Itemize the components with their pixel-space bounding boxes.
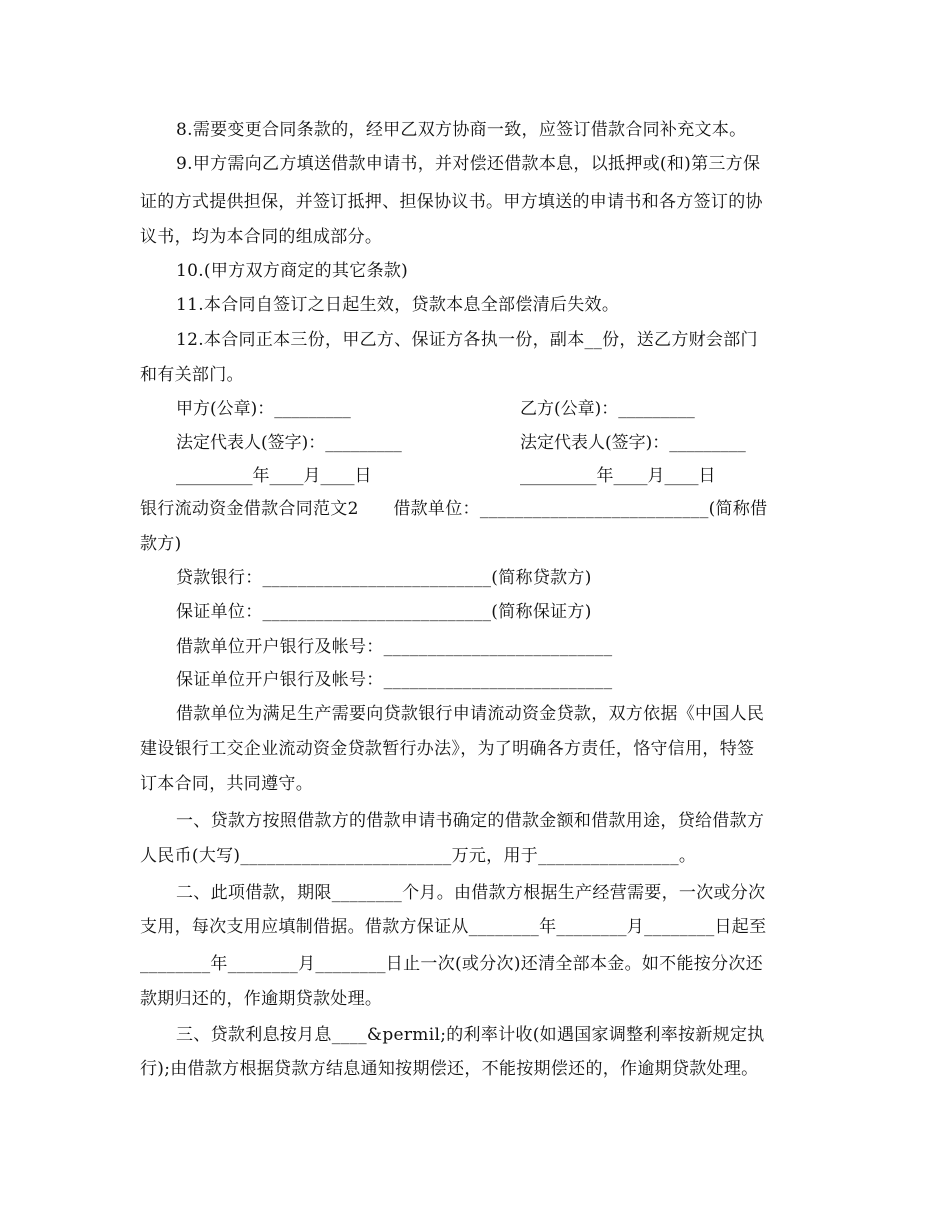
clause-12-line-1: 12.本合同正本三份，甲乙方、保证方各执一份，副本__份，送乙方财会部门 bbox=[176, 330, 758, 350]
guarantor-account: 保证单位开户银行及帐号：__________________________ bbox=[176, 670, 613, 690]
contract-2-heading: 银行流动资金借款合同范文2 借款单位：__________________________(简称借 bbox=[140, 499, 768, 519]
borrower-abbrev: 款方) bbox=[140, 534, 182, 554]
clause-11: 11.本合同自签订之日起生效，贷款本息全部偿清后失效。 bbox=[176, 295, 620, 315]
article-1-line-2: 人民币(大写)________________________万元，用于________________。 bbox=[140, 846, 697, 866]
clause-9-line-1: 9.甲方需向乙方填送借款申请书，并对偿还借款本息，以抵押或(和)第三方保 bbox=[176, 154, 761, 174]
clause-10: 10.(甲方双方商定的其它条款) bbox=[176, 261, 409, 281]
article-2-line-4: 款期归还的，作逾期贷款处理。 bbox=[140, 989, 383, 1009]
article-3-line-1: 三、贷款利息按月息____&permil;的利率计收(如遇国家调整利率按新规定执 bbox=[176, 1025, 765, 1045]
party-a-representative: 法定代表人(签字)：_________ bbox=[176, 433, 402, 453]
borrower-account: 借款单位开户银行及帐号：__________________________ bbox=[176, 637, 613, 657]
clause-8: 8.需要变更合同条款的，经甲乙双方协商一致，应签订借款合同补充文本。 bbox=[176, 120, 747, 140]
article-2-line-3: ________年________月________日止一次(或分次)还清全部本金。如不能按分次还 bbox=[140, 954, 763, 974]
clause-9-line-3: 议书，均为本合同的组成部分。 bbox=[140, 227, 383, 247]
article-2-line-2: 支用，每次支用应填制借据。借款方保证从________年________月________日起至 bbox=[140, 917, 767, 937]
article-1-line-1: 一、贷款方按照借款方的借款申请书确定的借款金额和借款用途，贷给借款方 bbox=[176, 811, 765, 831]
preamble-line-2: 建设银行工交企业流动资金贷款暂行办法》，为了明确各方责任，恪守信用，特签 bbox=[140, 739, 755, 759]
party-a-date: _________年____月____日 bbox=[176, 466, 372, 486]
party-b-seal: 乙方(公章)：_________ bbox=[520, 399, 695, 419]
clause-12-line-2: 和有关部门。 bbox=[140, 365, 244, 385]
preamble-line-3: 订本合同，共同遵守。 bbox=[140, 774, 313, 794]
lender-bank: 贷款银行：__________________________(简称贷款方) bbox=[176, 568, 592, 588]
article-2-line-1: 二、此项借款，期限________个月。由借款方根据生产经营需要，一次或分次 bbox=[176, 883, 766, 903]
article-3-line-2: 行);由借款方根据贷款方结息通知按期偿还，不能按期偿还的，作逾期贷款处理。 bbox=[140, 1059, 759, 1079]
preamble-line-1: 借款单位为满足生产需要向贷款银行申请流动资金贷款，双方依据《中国人民 bbox=[176, 704, 765, 724]
party-a-seal: 甲方(公章)：_________ bbox=[176, 399, 351, 419]
party-b-date: _________年____月____日 bbox=[520, 466, 716, 486]
clause-9-line-2: 证的方式提供担保，并签订抵押、担保协议书。甲方填送的申请书和各方签订的协 bbox=[140, 192, 763, 212]
guarantor: 保证单位：__________________________(简称保证方) bbox=[176, 602, 592, 622]
party-b-representative: 法定代表人(签字)：_________ bbox=[520, 433, 746, 453]
